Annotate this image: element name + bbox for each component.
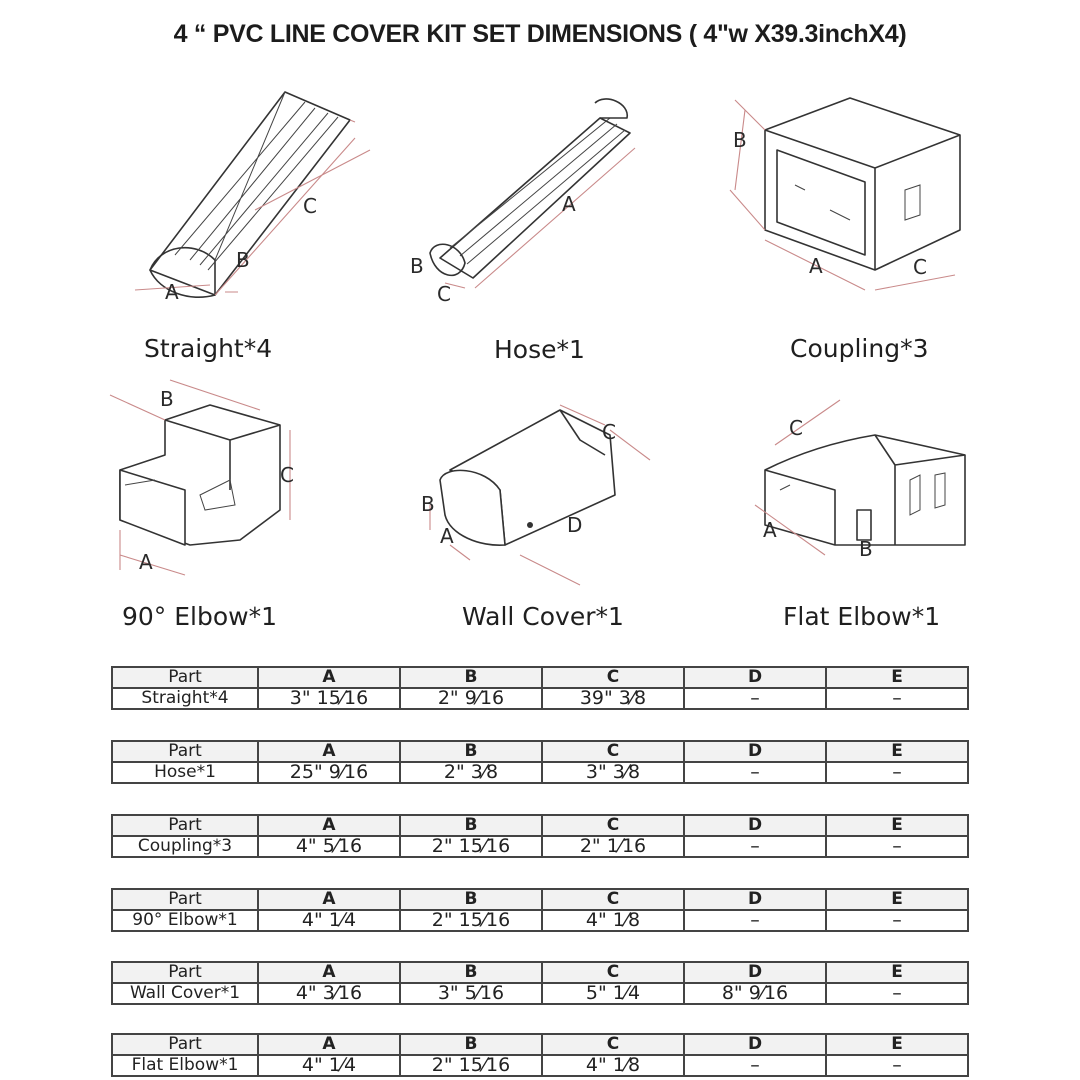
flat-elbow-label-c: C: [789, 416, 803, 440]
page-title: 4 “ PVC LINE COVER KIT SET DIMENSIONS ( 4"w X39.3inchX4): [173, 20, 907, 48]
cell-b: 2" 15⁄16: [400, 910, 542, 931]
cell-d: –: [684, 836, 826, 857]
straight-label-c: C: [303, 194, 317, 218]
table-row: [112, 688, 968, 709]
header-part: Part: [112, 889, 258, 910]
table-row: [112, 762, 968, 783]
header-d: D: [684, 962, 826, 983]
spec-table-flat-elbow: [111, 1033, 969, 1077]
table-header-row: [112, 889, 968, 910]
header-b: B: [400, 815, 542, 836]
cell-b: 3" 5⁄16: [400, 983, 542, 1004]
table-header-row: [112, 1034, 968, 1055]
hose-caption: Hose*1: [494, 335, 585, 364]
cell-d: 8" 9⁄16: [684, 983, 826, 1004]
table-header-row: [112, 667, 968, 688]
header-d: D: [684, 1034, 826, 1055]
flat-elbow-label-a: A: [763, 518, 777, 542]
spec-table-coupling: [111, 814, 969, 858]
spec-table-hose: [111, 740, 969, 784]
table-header-row: [112, 815, 968, 836]
cell-c: 2" 1⁄16: [542, 836, 684, 857]
cell-a: 4" 1⁄4: [258, 1055, 400, 1076]
header-e: E: [826, 962, 968, 983]
cell-d: –: [684, 762, 826, 783]
header-part: Part: [112, 741, 258, 762]
hose-label-b: B: [410, 254, 424, 278]
header-b: B: [400, 667, 542, 688]
header-c: C: [542, 667, 684, 688]
header-c: C: [542, 815, 684, 836]
wall-cover-label-d: D: [567, 513, 583, 537]
flat-elbow-drawing: [735, 395, 980, 575]
header-a: A: [258, 889, 400, 910]
header-e: E: [826, 1034, 968, 1055]
header-d: D: [684, 741, 826, 762]
table-header-row: [112, 962, 968, 983]
straight-label-b: B: [236, 248, 250, 272]
cell-e: –: [826, 836, 968, 857]
spec-table-straight: [111, 666, 969, 710]
flat-elbow-caption: Flat Elbow*1: [783, 602, 941, 631]
cell-d: –: [684, 1055, 826, 1076]
coupling-illustration: [725, 90, 975, 310]
header-a: A: [258, 1034, 400, 1055]
header-c: C: [542, 962, 684, 983]
wall-cover-caption: Wall Cover*1: [462, 602, 624, 631]
cell-c: 4" 1⁄8: [542, 1055, 684, 1076]
cell-b: 2" 15⁄16: [400, 1055, 542, 1076]
header-part: Part: [112, 1034, 258, 1055]
cell-c: 3" 3⁄8: [542, 762, 684, 783]
cell-d: –: [684, 910, 826, 931]
cell-e: –: [826, 762, 968, 783]
wall-cover-label-a: A: [440, 524, 454, 548]
cell-a: 3" 15⁄16: [258, 688, 400, 709]
header-e: E: [826, 667, 968, 688]
header-a: A: [258, 962, 400, 983]
spec-table-wall-cover: [111, 961, 969, 1005]
table-row: [112, 983, 968, 1004]
cell-c: 39" 3⁄8: [542, 688, 684, 709]
cell-c: 4" 1⁄8: [542, 910, 684, 931]
cell-part: Coupling*3: [112, 836, 258, 857]
header-a: A: [258, 741, 400, 762]
cell-a: 25" 9⁄16: [258, 762, 400, 783]
cell-d: –: [684, 688, 826, 709]
header-c: C: [542, 741, 684, 762]
header-b: B: [400, 1034, 542, 1055]
cell-a: 4" 1⁄4: [258, 910, 400, 931]
wall-cover-label-b: B: [421, 492, 435, 516]
cell-part: Hose*1: [112, 762, 258, 783]
table-header-row: [112, 741, 968, 762]
header-c: C: [542, 1034, 684, 1055]
cell-b: 2" 9⁄16: [400, 688, 542, 709]
straight-drawing: [120, 80, 370, 310]
header-a: A: [258, 667, 400, 688]
table-row: [112, 910, 968, 931]
header-c: C: [542, 889, 684, 910]
cell-e: –: [826, 1055, 968, 1076]
header-b: B: [400, 962, 542, 983]
header-a: A: [258, 815, 400, 836]
hose-label-c: C: [437, 282, 451, 306]
header-part: Part: [112, 815, 258, 836]
table-row: [112, 836, 968, 857]
cell-part: Wall Cover*1: [112, 983, 258, 1004]
coupling-label-a: A: [809, 254, 823, 278]
elbow-90-label-c: C: [280, 463, 294, 487]
straight-label-a: A: [165, 280, 179, 304]
header-b: B: [400, 741, 542, 762]
cell-b: 2" 3⁄8: [400, 762, 542, 783]
hose-illustration: [405, 88, 655, 308]
cell-c: 5" 1⁄4: [542, 983, 684, 1004]
elbow-90-caption: 90° Elbow*1: [122, 602, 278, 631]
coupling-drawing: [725, 90, 975, 310]
straight-illustration: [120, 80, 370, 310]
cell-part: 90° Elbow*1: [112, 910, 258, 931]
flat-elbow-label-b: B: [859, 537, 873, 561]
hose-drawing: [405, 88, 655, 308]
flat-elbow-illustration: [735, 395, 980, 575]
elbow-90-label-a: A: [139, 550, 153, 574]
cell-a: 4" 5⁄16: [258, 836, 400, 857]
header-e: E: [826, 741, 968, 762]
coupling-label-c: C: [913, 255, 927, 279]
wall-cover-label-c: C: [602, 420, 616, 444]
cell-part: Straight*4: [112, 688, 258, 709]
header-d: D: [684, 815, 826, 836]
cell-e: –: [826, 688, 968, 709]
cell-e: –: [826, 983, 968, 1004]
table-row: [112, 1055, 968, 1076]
header-part: Part: [112, 667, 258, 688]
header-part: Part: [112, 962, 258, 983]
cell-a: 4" 3⁄16: [258, 983, 400, 1004]
spec-table-elbow-90: [111, 888, 969, 932]
coupling-caption: Coupling*3: [790, 334, 929, 363]
straight-caption: Straight*4: [144, 334, 273, 363]
header-e: E: [826, 815, 968, 836]
cell-e: –: [826, 910, 968, 931]
header-e: E: [826, 889, 968, 910]
wall-cover-illustration: [410, 395, 660, 585]
cell-b: 2" 15⁄16: [400, 836, 542, 857]
cell-part: Flat Elbow*1: [112, 1055, 258, 1076]
header-d: D: [684, 667, 826, 688]
hose-label-a: A: [562, 192, 576, 216]
wall-cover-drawing: [410, 395, 660, 585]
header-b: B: [400, 889, 542, 910]
header-d: D: [684, 889, 826, 910]
elbow-90-label-b: B: [160, 387, 174, 411]
coupling-label-b: B: [733, 128, 747, 152]
